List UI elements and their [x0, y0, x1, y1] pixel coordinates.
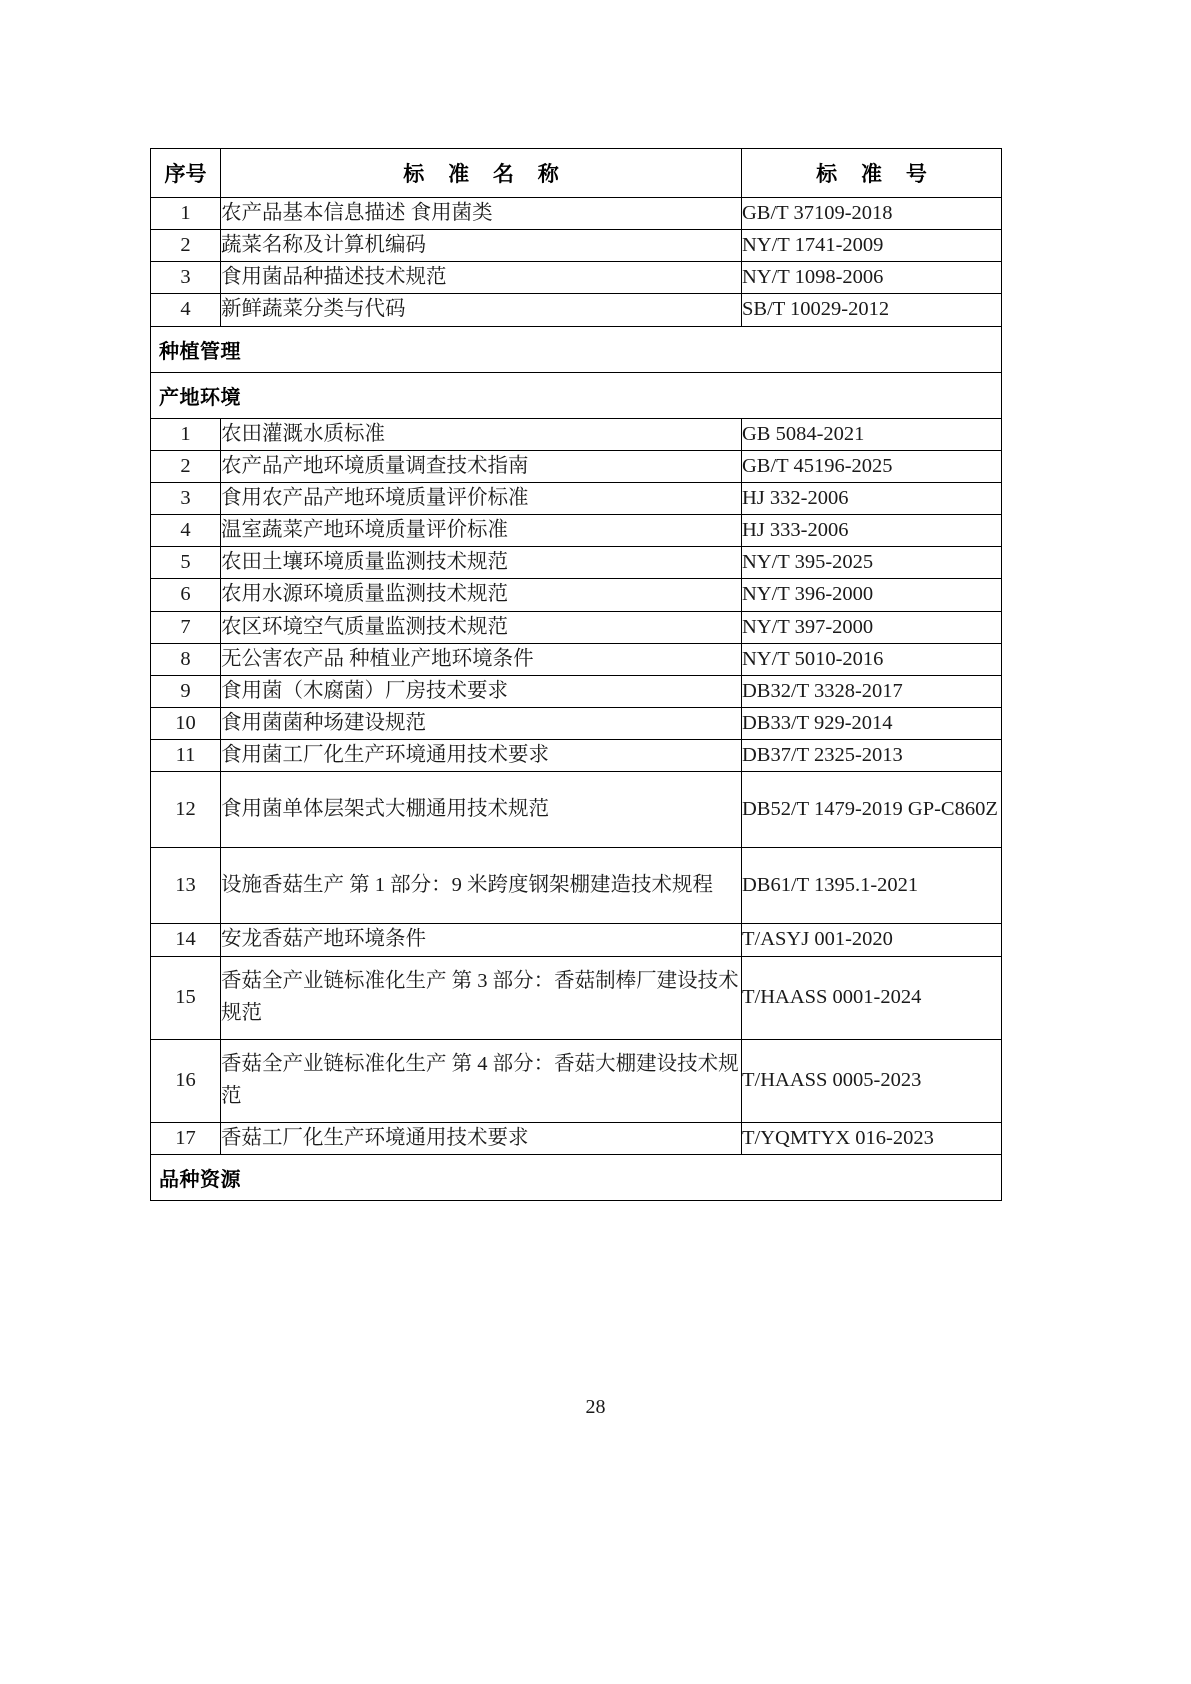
table-row	[151, 1122, 1002, 1154]
cell-serial-number: 15	[151, 956, 221, 1039]
cell-standard-name: 食用菌品种描述技术规范	[221, 262, 742, 294]
cell-serial-number: 5	[151, 547, 221, 579]
cell-standard-code: T/ASYJ 001-2020	[742, 924, 1002, 956]
cell-serial-number: 9	[151, 675, 221, 707]
cell-standard-name: 温室蔬菜产地环境质量评价标准	[221, 515, 742, 547]
cell-serial-number: 2	[151, 230, 221, 262]
cell-serial-number: 12	[151, 772, 221, 848]
cell-standard-code: T/HAASS 0005-2023	[742, 1039, 1002, 1122]
cell-standard-name: 食用菌（木腐菌）厂房技术要求	[221, 675, 742, 707]
table-row	[151, 675, 1002, 707]
section-title: 品种资源	[151, 1154, 1002, 1200]
cell-standard-code: NY/T 1098-2006	[742, 262, 1002, 294]
cell-serial-number: 1	[151, 418, 221, 450]
cell-standard-name: 农用水源环境质量监测技术规范	[221, 579, 742, 611]
table-row	[151, 230, 1002, 262]
section-title: 产地环境	[151, 372, 1002, 418]
cell-standard-name: 食用菌工厂化生产环境通用技术要求	[221, 740, 742, 772]
column-header-code: 标 准 号	[742, 149, 1002, 198]
table-row	[151, 547, 1002, 579]
table-row	[151, 294, 1002, 326]
table-section-row	[151, 326, 1002, 372]
table-row	[151, 482, 1002, 514]
table-row	[151, 262, 1002, 294]
cell-serial-number: 10	[151, 708, 221, 740]
table-body	[151, 198, 1002, 1201]
cell-serial-number: 13	[151, 848, 221, 924]
cell-standard-name: 香菇全产业链标准化生产 第 3 部分：香菇制棒厂建设技术规范	[221, 956, 742, 1039]
cell-standard-name: 新鲜蔬菜分类与代码	[221, 294, 742, 326]
table-row	[151, 848, 1002, 924]
cell-standard-name: 安龙香菇产地环境条件	[221, 924, 742, 956]
cell-standard-name: 农田土壤环境质量监测技术规范	[221, 547, 742, 579]
cell-standard-code: T/HAASS 0001-2024	[742, 956, 1002, 1039]
column-header-no: 序号	[151, 149, 221, 198]
cell-serial-number: 17	[151, 1122, 221, 1154]
cell-standard-code: NY/T 395-2025	[742, 547, 1002, 579]
cell-standard-name: 设施香菇生产 第 1 部分：9 米跨度钢架棚建造技术规程	[221, 848, 742, 924]
cell-standard-name: 食用菌单体层架式大棚通用技术规范	[221, 772, 742, 848]
table-row	[151, 1039, 1002, 1122]
section-title: 种植管理	[151, 326, 1002, 372]
cell-standard-code: HJ 332-2006	[742, 482, 1002, 514]
cell-standard-code: NY/T 5010-2016	[742, 643, 1002, 675]
table-row	[151, 450, 1002, 482]
table-row	[151, 924, 1002, 956]
table-header-row	[151, 149, 1002, 198]
table-row	[151, 418, 1002, 450]
cell-serial-number: 6	[151, 579, 221, 611]
standards-table-container	[150, 148, 1001, 1201]
cell-standard-name: 香菇工厂化生产环境通用技术要求	[221, 1122, 742, 1154]
cell-standard-name: 农田灌溉水质标准	[221, 418, 742, 450]
table-header	[151, 149, 1002, 198]
page-number: 28	[585, 1396, 606, 1418]
table-section-row	[151, 1154, 1002, 1200]
cell-standard-name: 农区环境空气质量监测技术规范	[221, 611, 742, 643]
cell-standard-code: NY/T 396-2000	[742, 579, 1002, 611]
table-row	[151, 198, 1002, 230]
cell-standard-code: GB/T 37109-2018	[742, 198, 1002, 230]
table-row	[151, 708, 1002, 740]
cell-standard-name: 无公害农产品 种植业产地环境条件	[221, 643, 742, 675]
cell-standard-name: 农产品产地环境质量调查技术指南	[221, 450, 742, 482]
cell-standard-code: DB61/T 1395.1-2021	[742, 848, 1002, 924]
cell-standard-code: GB 5084-2021	[742, 418, 1002, 450]
cell-standard-code: SB/T 10029-2012	[742, 294, 1002, 326]
cell-standard-name: 香菇全产业链标准化生产 第 4 部分：香菇大棚建设技术规范	[221, 1039, 742, 1122]
cell-serial-number: 11	[151, 740, 221, 772]
cell-serial-number: 4	[151, 515, 221, 547]
table-row	[151, 772, 1002, 848]
cell-standard-code: DB32/T 3328-2017	[742, 675, 1002, 707]
cell-standard-code: HJ 333-2006	[742, 515, 1002, 547]
table-row	[151, 611, 1002, 643]
table-row	[151, 515, 1002, 547]
cell-serial-number: 2	[151, 450, 221, 482]
cell-serial-number: 7	[151, 611, 221, 643]
cell-standard-name: 农产品基本信息描述 食用菌类	[221, 198, 742, 230]
cell-serial-number: 16	[151, 1039, 221, 1122]
cell-standard-code: T/YQMTYX 016-2023	[742, 1122, 1002, 1154]
table-row	[151, 740, 1002, 772]
standards-table	[150, 148, 1002, 1201]
cell-standard-code: GB/T 45196-2025	[742, 450, 1002, 482]
table-row	[151, 643, 1002, 675]
cell-standard-name: 蔬菜名称及计算机编码	[221, 230, 742, 262]
table-row	[151, 956, 1002, 1039]
cell-serial-number: 8	[151, 643, 221, 675]
table-section-row	[151, 372, 1002, 418]
cell-serial-number: 3	[151, 262, 221, 294]
cell-serial-number: 14	[151, 924, 221, 956]
cell-serial-number: 1	[151, 198, 221, 230]
cell-standard-code: DB52/T 1479-2019 GP-C860Z	[742, 772, 1002, 848]
cell-standard-code: NY/T 397-2000	[742, 611, 1002, 643]
cell-serial-number: 3	[151, 482, 221, 514]
column-header-name: 标 准 名 称	[221, 149, 742, 198]
cell-standard-name: 食用菌菌种场建设规范	[221, 708, 742, 740]
cell-standard-code: NY/T 1741-2009	[742, 230, 1002, 262]
cell-standard-name: 食用农产品产地环境质量评价标准	[221, 482, 742, 514]
table-row	[151, 579, 1002, 611]
cell-standard-code: DB33/T 929-2014	[742, 708, 1002, 740]
cell-standard-code: DB37/T 2325-2013	[742, 740, 1002, 772]
cell-serial-number: 4	[151, 294, 221, 326]
